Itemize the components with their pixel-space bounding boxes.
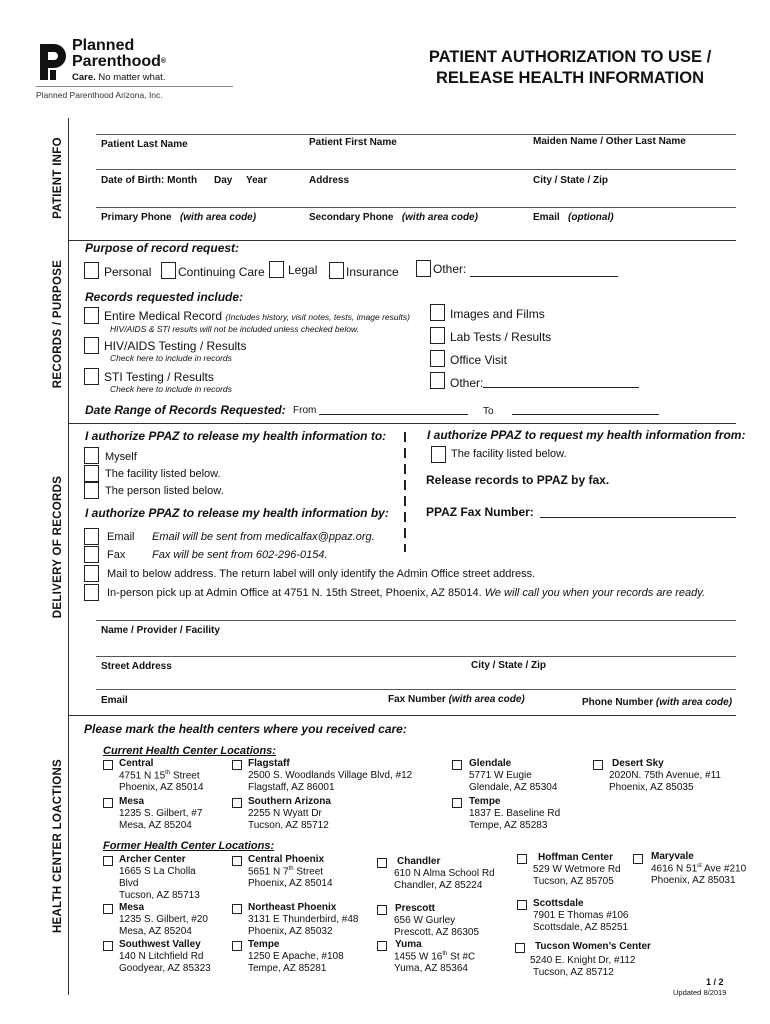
center-central-checkbox[interactable] bbox=[103, 760, 113, 770]
dob-day-label: Day bbox=[214, 175, 233, 186]
column-separator bbox=[404, 528, 406, 538]
center-mesa-checkbox[interactable] bbox=[103, 798, 113, 808]
center-city: Tucson, AZ 85705 bbox=[533, 876, 614, 887]
center-address: 1837 E. Baseline Rd bbox=[469, 808, 561, 819]
ppaz-fax-number-input[interactable] bbox=[540, 517, 736, 518]
center-glendale-checkbox[interactable] bbox=[452, 760, 462, 770]
dob-year-label: Year bbox=[246, 175, 268, 186]
divider-delivery bbox=[68, 423, 736, 424]
records-other-checkbox[interactable] bbox=[430, 372, 445, 389]
primary-phone-label: Primary Phone (with area code) bbox=[101, 212, 257, 223]
records-office-label: Office Visit bbox=[450, 353, 507, 367]
delivery-email-label: Email bbox=[101, 695, 128, 706]
logo-line1: Planned bbox=[72, 37, 135, 54]
center-address-2: Blvd bbox=[119, 878, 139, 889]
records-hiv-label: HIV/AIDS Testing / Results bbox=[104, 339, 247, 353]
center-address: 5240 E. Knight Dr, #112 bbox=[530, 955, 636, 966]
center-address: 2255 N Wyatt Dr bbox=[248, 808, 322, 819]
secondary-phone-label: Secondary Phone (with area code) bbox=[309, 212, 478, 223]
center-tempe-checkbox[interactable] bbox=[452, 798, 462, 808]
center-address: 1235 S. Gilbert, #7 bbox=[119, 808, 203, 819]
current-centers-heading: Current Health Center Locations: bbox=[103, 745, 276, 757]
centers-heading: Please mark the health centers where you received care: bbox=[84, 722, 407, 736]
center-name: Mesa bbox=[119, 902, 145, 913]
city-state-zip-label: City / State / Zip bbox=[533, 175, 609, 186]
center-name: Glendale bbox=[469, 758, 512, 769]
center-city: Tempe, AZ 85283 bbox=[469, 820, 548, 831]
records-hiv-note: Check here to include in records bbox=[110, 353, 232, 363]
center-tucson-womens-checkbox[interactable] bbox=[515, 943, 525, 953]
deliver-email-label: Email bbox=[107, 531, 135, 543]
center-address: 529 W Wetmore Rd bbox=[533, 864, 621, 875]
release-facility-checkbox[interactable] bbox=[84, 465, 99, 482]
deliver-fax-checkbox[interactable] bbox=[84, 546, 99, 563]
purpose-other-checkbox[interactable] bbox=[416, 260, 431, 277]
purpose-personal-checkbox[interactable] bbox=[84, 262, 99, 279]
release-facility-label: The facility listed below. bbox=[105, 468, 221, 480]
section-label-delivery: DELIVERY OF RECORDS bbox=[52, 475, 64, 619]
records-lab-checkbox[interactable] bbox=[430, 327, 445, 344]
center-name: Archer Center bbox=[119, 854, 186, 865]
center-city: Chandler, AZ 85224 bbox=[394, 880, 483, 891]
release-person-checkbox[interactable] bbox=[84, 482, 99, 499]
center-address: 5651 N 7th Street bbox=[248, 866, 324, 878]
records-entire-checkbox[interactable] bbox=[84, 307, 99, 324]
release-myself-label: Myself bbox=[105, 451, 137, 463]
center-southwest-valley-checkbox[interactable] bbox=[103, 941, 113, 951]
name-provider-facility-label: Name / Provider / Facility bbox=[101, 625, 220, 636]
center-city: Phoenix, AZ 85014 bbox=[119, 782, 204, 793]
center-northeast-phoenix-checkbox[interactable] bbox=[232, 904, 242, 914]
column-separator bbox=[404, 512, 406, 522]
deliver-pickup-label: In-person pick up at Admin Office at 4751 N. 15th Street, Phoenix, AZ 85014. We will call you when your records are ready. bbox=[107, 587, 705, 599]
purpose-continuing-care-checkbox[interactable] bbox=[161, 262, 176, 279]
section-rule-delivery bbox=[68, 423, 69, 715]
patient-row1-line[interactable] bbox=[96, 134, 736, 135]
center-city: Tempe, AZ 85281 bbox=[248, 963, 327, 974]
release-to-heading: I authorize PPAZ to release my health information to: bbox=[85, 429, 387, 443]
center-maryvale-checkbox[interactable] bbox=[633, 854, 643, 864]
section-label-records-purpose: RECORDS / PURPOSE bbox=[52, 259, 64, 389]
column-separator bbox=[404, 448, 406, 458]
center-name: Yuma bbox=[395, 939, 422, 950]
center-address: 4751 N 15th Street bbox=[119, 770, 200, 782]
center-name: Southern Arizona bbox=[248, 796, 331, 807]
deliver-mail-label: Mail to below address. The return label will only identify the Admin Office street address. bbox=[107, 568, 536, 580]
records-office-checkbox[interactable] bbox=[430, 350, 445, 367]
patient-row3-line[interactable] bbox=[96, 207, 736, 208]
center-scottsdale-checkbox[interactable] bbox=[517, 900, 527, 910]
purpose-insurance-label: Insurance bbox=[346, 265, 399, 279]
center-city: Yuma, AZ 85364 bbox=[394, 963, 468, 974]
center-city: Tucson, AZ 85712 bbox=[533, 967, 614, 978]
request-facility-label: The facility listed below. bbox=[451, 448, 567, 460]
release-person-label: The person listed below. bbox=[105, 485, 224, 497]
delivery-phone-label: Phone Number (with area code) bbox=[582, 697, 733, 708]
affiliate-name: Planned Parenthood Arizona, Inc. bbox=[36, 90, 163, 100]
dob-label: Date of Birth: Month bbox=[101, 175, 198, 186]
center-yuma-checkbox[interactable] bbox=[377, 941, 387, 951]
center-name: Central bbox=[119, 758, 154, 769]
purpose-other-input[interactable] bbox=[470, 276, 618, 277]
deliver-pickup-checkbox[interactable] bbox=[84, 584, 99, 601]
section-label-health-centers: HEALTH CENTER LOACTIONS bbox=[52, 758, 64, 934]
date-from-input[interactable] bbox=[319, 414, 468, 415]
purpose-insurance-checkbox[interactable] bbox=[329, 262, 344, 279]
deliver-mail-checkbox[interactable] bbox=[84, 565, 99, 582]
column-separator bbox=[404, 432, 406, 442]
form-title-line1: PATIENT AUTHORIZATION TO USE / bbox=[428, 48, 712, 66]
column-separator bbox=[404, 464, 406, 474]
release-by-heading: I authorize PPAZ to release my health information by: bbox=[85, 506, 389, 520]
center-address: 140 N Litchfield Rd bbox=[119, 951, 204, 962]
records-heading: Records requested include: bbox=[85, 290, 244, 304]
center-name: Tempe bbox=[469, 796, 501, 807]
delivery-city-state-zip-label: City / State / Zip bbox=[471, 660, 547, 671]
center-address: 1455 W 16th St #C bbox=[394, 951, 476, 963]
planned-parenthood-logo-icon bbox=[36, 40, 70, 84]
purpose-other-label: Other: bbox=[433, 262, 467, 276]
logo-tagline: Care. No matter what. bbox=[72, 72, 166, 83]
delivery-address-line[interactable] bbox=[96, 656, 736, 657]
address-label: Address bbox=[309, 175, 350, 186]
records-sti-checkbox[interactable] bbox=[84, 368, 99, 385]
patient-first-name-label: Patient First Name bbox=[309, 137, 397, 148]
center-city: Prescott, AZ 86305 bbox=[394, 927, 480, 938]
purpose-personal-label: Personal bbox=[104, 265, 152, 279]
date-from-label: From bbox=[293, 405, 317, 416]
center-city: Phoenix, AZ 85035 bbox=[609, 782, 694, 793]
center-name: Scottsdale bbox=[533, 898, 584, 909]
center-name: Hoffman Center bbox=[538, 852, 614, 863]
records-other-input[interactable] bbox=[483, 387, 639, 388]
delivery-fax-label: Fax Number (with area code) bbox=[388, 694, 525, 705]
center-address: 1665 S La Cholla bbox=[119, 866, 196, 877]
center-central-phoenix-checkbox[interactable] bbox=[232, 856, 242, 866]
purpose-legal-checkbox[interactable] bbox=[269, 261, 284, 278]
center-address: 4616 N 51st Ave #210 bbox=[651, 863, 747, 875]
street-address-label: Street Address bbox=[101, 661, 172, 672]
center-name: Maryvale bbox=[651, 851, 694, 862]
center-address: 3131 E Thunderbird, #48 bbox=[248, 914, 359, 925]
request-facility-checkbox[interactable] bbox=[431, 446, 446, 463]
logo-divider bbox=[36, 86, 233, 87]
column-separator bbox=[404, 480, 406, 490]
email-label: Email (optional) bbox=[533, 212, 614, 223]
center-name: Flagstaff bbox=[248, 758, 290, 769]
center-city: Scottsdale, AZ 85251 bbox=[533, 922, 629, 933]
page-number: 1 / 2 bbox=[706, 977, 724, 987]
purpose-heading: Purpose of record request: bbox=[85, 241, 240, 255]
center-flagstaff-checkbox[interactable] bbox=[232, 760, 242, 770]
center-former-tempe-checkbox[interactable] bbox=[232, 941, 242, 951]
delivery-contact-line[interactable] bbox=[96, 689, 736, 690]
divider-centers bbox=[68, 715, 736, 716]
center-archer-checkbox[interactable] bbox=[103, 856, 113, 866]
center-name: Desert Sky bbox=[612, 758, 664, 769]
center-address: 656 W Gurley bbox=[394, 915, 456, 926]
center-city: Phoenix, AZ 85031 bbox=[651, 875, 736, 886]
purpose-legal-label: Legal bbox=[288, 263, 318, 277]
release-myself-checkbox[interactable] bbox=[84, 447, 99, 464]
records-other-label: Other: bbox=[450, 376, 484, 390]
deliver-fax-note: Fax will be sent from 602-296-0154. bbox=[152, 549, 328, 561]
patient-last-name-label: Patient Last Name bbox=[101, 139, 188, 150]
center-city: Tucson, AZ 85712 bbox=[248, 820, 329, 831]
center-address: 610 N Alma School Rd bbox=[394, 868, 495, 879]
deliver-email-note: Email will be sent from medicalfax@ppaz.org. bbox=[152, 531, 375, 543]
center-prescott-checkbox[interactable] bbox=[377, 905, 387, 915]
date-range-label: Date Range of Records Requested: bbox=[85, 403, 286, 417]
center-name: Tucson Women’s Center bbox=[535, 941, 651, 952]
records-entire-note: HIV/AIDS & STI results will not be included unless checked below. bbox=[110, 324, 359, 334]
section-rule-centers bbox=[68, 715, 69, 995]
center-chandler-checkbox[interactable] bbox=[377, 858, 387, 868]
delivery-name-line[interactable] bbox=[96, 620, 736, 621]
center-city: Mesa, AZ 85204 bbox=[119, 926, 192, 937]
date-to-input[interactable] bbox=[512, 414, 659, 415]
logo-line2: Parenthood® bbox=[72, 53, 167, 70]
center-address: 2500 S. Woodlands Village Blvd, #12 bbox=[248, 770, 413, 781]
section-label-patient-info: PATIENT INFO bbox=[52, 137, 64, 219]
center-desert-sky-checkbox[interactable] bbox=[593, 760, 603, 770]
center-name: Chandler bbox=[397, 856, 441, 867]
records-sti-label: STI Testing / Results bbox=[104, 370, 214, 384]
center-name: Southwest Valley bbox=[119, 939, 201, 950]
center-city: Glendale, AZ 85304 bbox=[469, 782, 558, 793]
center-city: Tucson, AZ 85713 bbox=[119, 890, 200, 901]
section-rule-records bbox=[68, 240, 69, 423]
center-address: 1235 S. Gilbert, #20 bbox=[119, 914, 208, 925]
deliver-email-checkbox[interactable] bbox=[84, 528, 99, 545]
center-name: Central Phoenix bbox=[248, 854, 325, 865]
center-southern-arizona-checkbox[interactable] bbox=[232, 798, 242, 808]
center-hoffman-checkbox[interactable] bbox=[517, 854, 527, 864]
center-address: 1250 E Apache, #108 bbox=[248, 951, 344, 962]
patient-row2-line[interactable] bbox=[96, 169, 736, 170]
center-name: Mesa bbox=[119, 796, 145, 807]
center-name: Northeast Phoenix bbox=[248, 902, 337, 913]
records-lab-label: Lab Tests / Results bbox=[450, 330, 552, 344]
deliver-fax-label: Fax bbox=[107, 549, 126, 561]
updated-date: Updated 8/2019 bbox=[673, 988, 727, 997]
column-separator bbox=[404, 544, 406, 552]
records-sti-note: Check here to include in records bbox=[110, 384, 232, 394]
former-centers-heading: Former Health Center Locations: bbox=[103, 840, 275, 852]
center-address: 7901 E Thomas #106 bbox=[533, 910, 629, 921]
center-former-mesa-checkbox[interactable] bbox=[103, 904, 113, 914]
center-city: Goodyear, AZ 85323 bbox=[119, 963, 211, 974]
center-city: Flagstaff, AZ 86001 bbox=[248, 782, 335, 793]
section-rule-patient bbox=[68, 118, 69, 240]
date-to-label: To bbox=[483, 406, 494, 417]
center-city: Mesa, AZ 85204 bbox=[119, 820, 192, 831]
column-separator bbox=[404, 496, 406, 506]
center-address: 5771 W Eugie bbox=[469, 770, 532, 781]
maiden-name-label: Maiden Name / Other Last Name bbox=[533, 136, 686, 147]
request-from-heading: I authorize PPAZ to request my health information from: bbox=[427, 428, 746, 442]
ppaz-fax-number-label: PPAZ Fax Number: bbox=[426, 505, 534, 519]
center-city: Phoenix, AZ 85014 bbox=[248, 878, 333, 889]
records-hiv-checkbox[interactable] bbox=[84, 337, 99, 354]
records-entire-label: Entire Medical Record (Includes history, visit notes, tests, image results) bbox=[104, 309, 410, 323]
center-city: Phoenix, AZ 85032 bbox=[248, 926, 333, 937]
release-by-fax-label: Release records to PPAZ by fax. bbox=[426, 473, 610, 487]
records-images-checkbox[interactable] bbox=[430, 304, 445, 321]
records-images-label: Images and Films bbox=[450, 307, 545, 321]
form-title-line2: RELEASE HEALTH INFORMATION bbox=[436, 69, 704, 87]
center-name: Tempe bbox=[248, 939, 280, 950]
purpose-continuing-care-label: Continuing Care bbox=[178, 265, 265, 279]
center-name: Prescott bbox=[395, 903, 436, 914]
center-address: 2020N. 75th Avenue, #11 bbox=[609, 770, 721, 781]
